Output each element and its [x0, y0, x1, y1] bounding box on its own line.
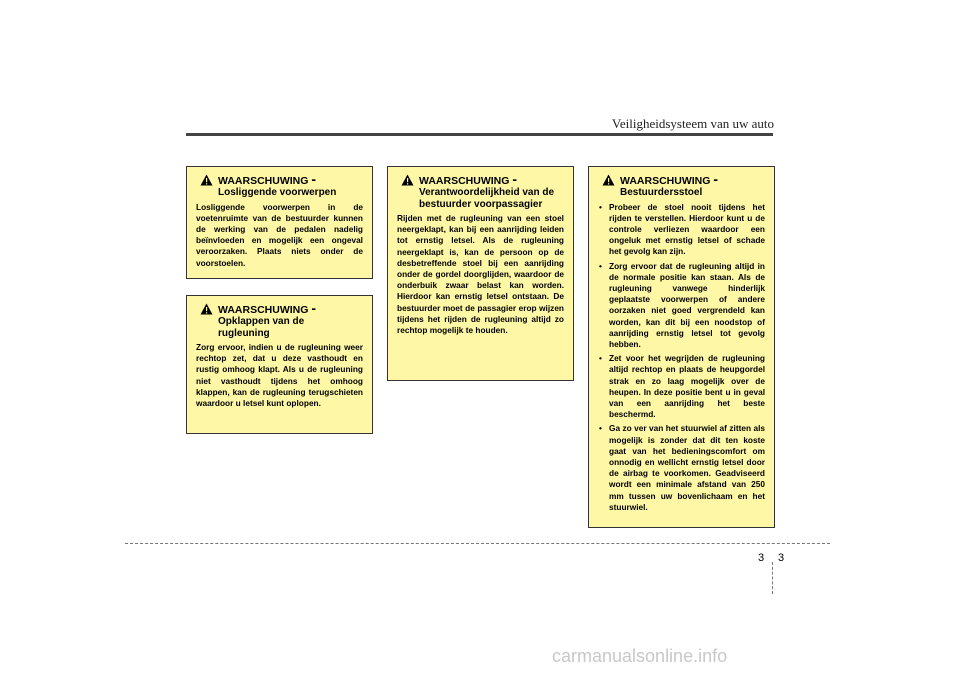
list-item: [598, 353, 765, 420]
header-rule: [186, 133, 773, 136]
watermark[interactable]: carmanualsonline.info: [552, 646, 728, 666]
bullet: •: [599, 353, 602, 364]
warning-triangle-icon: [200, 303, 213, 315]
warning-triangle-icon: [200, 174, 213, 186]
warning-subtitle: Bestuurdersstoel: [620, 187, 703, 198]
list-item-text: Zet voor het wegrijden de rugleuning altijd rechtop en plaats de heupgordel strak en zo laag mogelijk over de heupen. In deze positie bent u in geval van een aanrijding het beste beschermd.: [609, 353, 765, 420]
warning-title: WAARSCHUWING: [218, 304, 309, 316]
list-item: [598, 202, 765, 258]
list-item: [598, 423, 765, 513]
warning-subtitle: Verantwoordelijkheid van de bestuurder voorpassagier: [419, 187, 555, 210]
page-number: 3: [778, 552, 785, 564]
warning-body: Zorg ervoor, indien u de rugleuning weer rechtop zet, dat u deze vasthoudt en rustig omhoog klapt. Als u de rugleuning niet vasthoudt tijdens het omhoog klappen, kan de rugleuning terugschieten waardoor u letsel kunt oplopen.: [196, 342, 363, 409]
warning-box-driver-seat: [588, 166, 775, 528]
list-item-text: Zorg ervoor dat de rugleuning altijd in de normale positie kan staan. Als de rugleuning vanwege hinderlijk geplaatste voorwerpen of andere oorzaken niet goed vergrendeld kan worden, kan dit bij een noodstop of aanrijding ernstig letsel tot gevolg hebben.: [609, 260, 765, 349]
list-item: [598, 261, 765, 351]
bullet: •: [599, 201, 602, 212]
warning-body: Losliggende voorwerpen in de voetenruimte van de bestuurder kunnen de werking van de pedalen nadelig beïnvloeden en mogelijk een ongeval veroorzaken. Plaats niets onder de voorstoelen.: [196, 201, 363, 268]
page-number-divider: [772, 562, 773, 594]
title-dash: -: [311, 171, 317, 187]
bullet: •: [599, 423, 602, 434]
title-dash: -: [713, 171, 719, 187]
warning-subtitle: Opklappen van de rugleuning: [218, 316, 305, 339]
warning-triangle-icon: [401, 174, 414, 186]
warning-title: WAARSCHUWING: [419, 175, 510, 187]
footer-rule: [125, 543, 830, 544]
warning-title: WAARSCHUWING: [620, 175, 711, 187]
warning-box-driver-responsibility: [387, 166, 574, 381]
list-item-text: Ga zo ver van het stuurwiel af zitten als mogelijk is zonder dat dit ten koste gaat van het bedieningscomfort om onnodig en wellicht ernstig letsel door de airbag te voorkomen. Geadviseerd wordt een minimale afstand van 250 mm tussen uw bovenlichaam en het stuurwiel.: [609, 423, 765, 512]
warning-subtitle: Losliggende voorwerpen: [218, 187, 337, 198]
warning-body: Rijden met de rugleuning van een stoel neergeklapt, kan bij een aanrijding leiden tot ernstig letsel. Als de rugleuning neergeklapt is, kan de persoon op de desbetreffende stoel bij een aanrijding onder de gordel doorglijden, waardoor de onderbuik zwaar belast kan worden. Hierdoor kan ernstig letsel ontstaan. De bestuurder moet de passagier erop wijzen tijdens het rijden de rugleuning altijd zo rechtop mogelijk te houden.: [397, 213, 564, 336]
warning-triangle-icon: [602, 174, 615, 186]
warning-title: WAARSCHUWING: [218, 175, 309, 187]
warning-bullet-list: [598, 202, 765, 513]
bullet: •: [599, 260, 602, 271]
chapter-number: 3: [758, 552, 765, 564]
warning-box-folding-backrest: [186, 295, 373, 434]
page-header-title: Veiligheidsysteem van uw auto: [611, 116, 774, 131]
list-item-text: Probeer de stoel nooit tijdens het rijden te verstellen. Hierdoor kunt u de controle verliezen waardoor een ongeluk met ernstig letsel of schade het gevolg kan zijn.: [609, 201, 765, 257]
warning-box-loose-objects: [186, 166, 373, 279]
title-dash: -: [311, 300, 317, 316]
title-dash: -: [512, 171, 518, 187]
